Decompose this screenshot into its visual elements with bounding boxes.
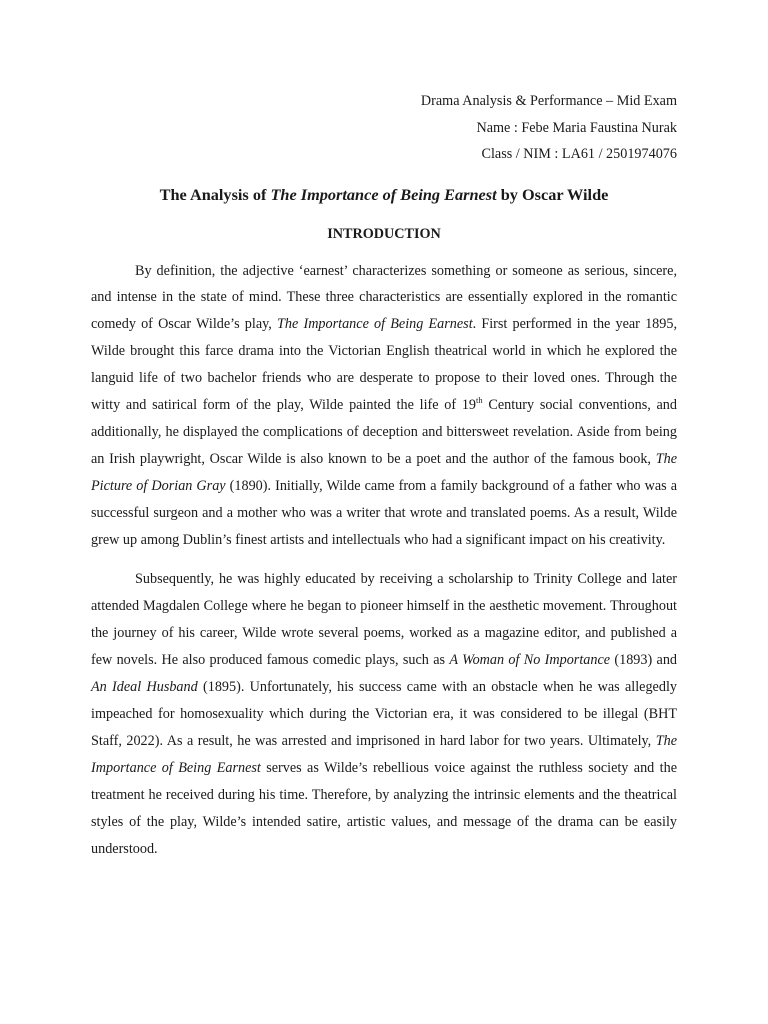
p1-text-2: . First performed in the year 1895, Wilde brought this farce drama into the Victorian English theatrical world in which he explored the languid life of two bachelor friends who are desperate to propose to their loved ones. Through the witty and satirical form of the play, Wilde painted the life of 19 [91,316,678,414]
p2-text-2: (1893) and [610,652,678,669]
document-title [91,183,677,207]
p1-superscript: th [476,395,483,406]
p1-italic-2: The Picture of Dorian Gray [91,450,677,494]
p2-text-3: (1895). Unfortunately, his success came with an obstacle when he was allegedly impeached for homosexuality which during the Victorian era, it was considered to be illegal (BHT Staff, 2022). As a result, he was arrested and imprisoned in hard labor for two years. Ultimately, [91,679,677,749]
title-play-name: The Importance of Being Earnest [270,184,497,204]
p2-italic-2: An Ideal Husband [91,679,198,696]
p1-italic-1: The Importance of Being Earnest [277,316,473,333]
class-nim-line: Class / NIM : LA61 / 2501974076 [481,146,677,162]
course-line: Drama Analysis & Performance – Mid Exam [420,93,677,109]
header-block [91,88,677,168]
p2-text-1: Subsequently, he was highly educated by receiving a scholarship to Trinity College and later attended Magdalen College where he began to pioneer himself in the aesthetic movement. Throughout the journey of his career, Wilde wrote several poems, worked as a magazine editor, and published a few novels. He also produced famous comedic plays, such as [91,571,677,669]
p1-text-4: (1890). Initially, Wilde came from a family background of a father who was a successful surgeon and a mother who was a writer that wrote and translated poems. As a result, Wilde grew up among Dublin’s finest artists and intellectuals who had a significant impact on his creativity. [91,477,677,548]
document-page [91,88,677,862]
title-prefix: The Analysis of [159,184,271,204]
p2-text-4: serves as Wilde’s rebellious voice against the ruthless society and the treatment he received during his time. Therefore, by analyzing the intrinsic elements and the theatrical styles of the play, Wilde’s intended satire, artistic values, and message of the drama can be easily understood. [91,759,677,857]
title-suffix: by Oscar Wilde [496,184,609,204]
section-heading: INTRODUCTION [327,225,441,242]
student-name-line: Name : Febe Maria Faustina Nurak [476,119,677,136]
p1-text-1: By definition, the adjective ‘earnest’ characterizes something or someone as serious, sincere, and intense in the state of mind. These three characteristics are essentially explored in the romantic comedy of Oscar Wilde’s play, [91,262,677,333]
paragraph-intro-1 [91,258,677,554]
p2-italic-1: A Woman of No Importance [449,652,611,669]
paragraph-intro-2 [91,566,677,862]
p1-text-3: Century social conventions, and additionally, he displayed the complications of deception and bittersweet revelation. Aside from being an Irish playwright, Oscar Wilde is also known to be a poet and the author of the famous book, [91,397,677,467]
p2-italic-3: The Importance of Being Earnest [91,732,677,776]
